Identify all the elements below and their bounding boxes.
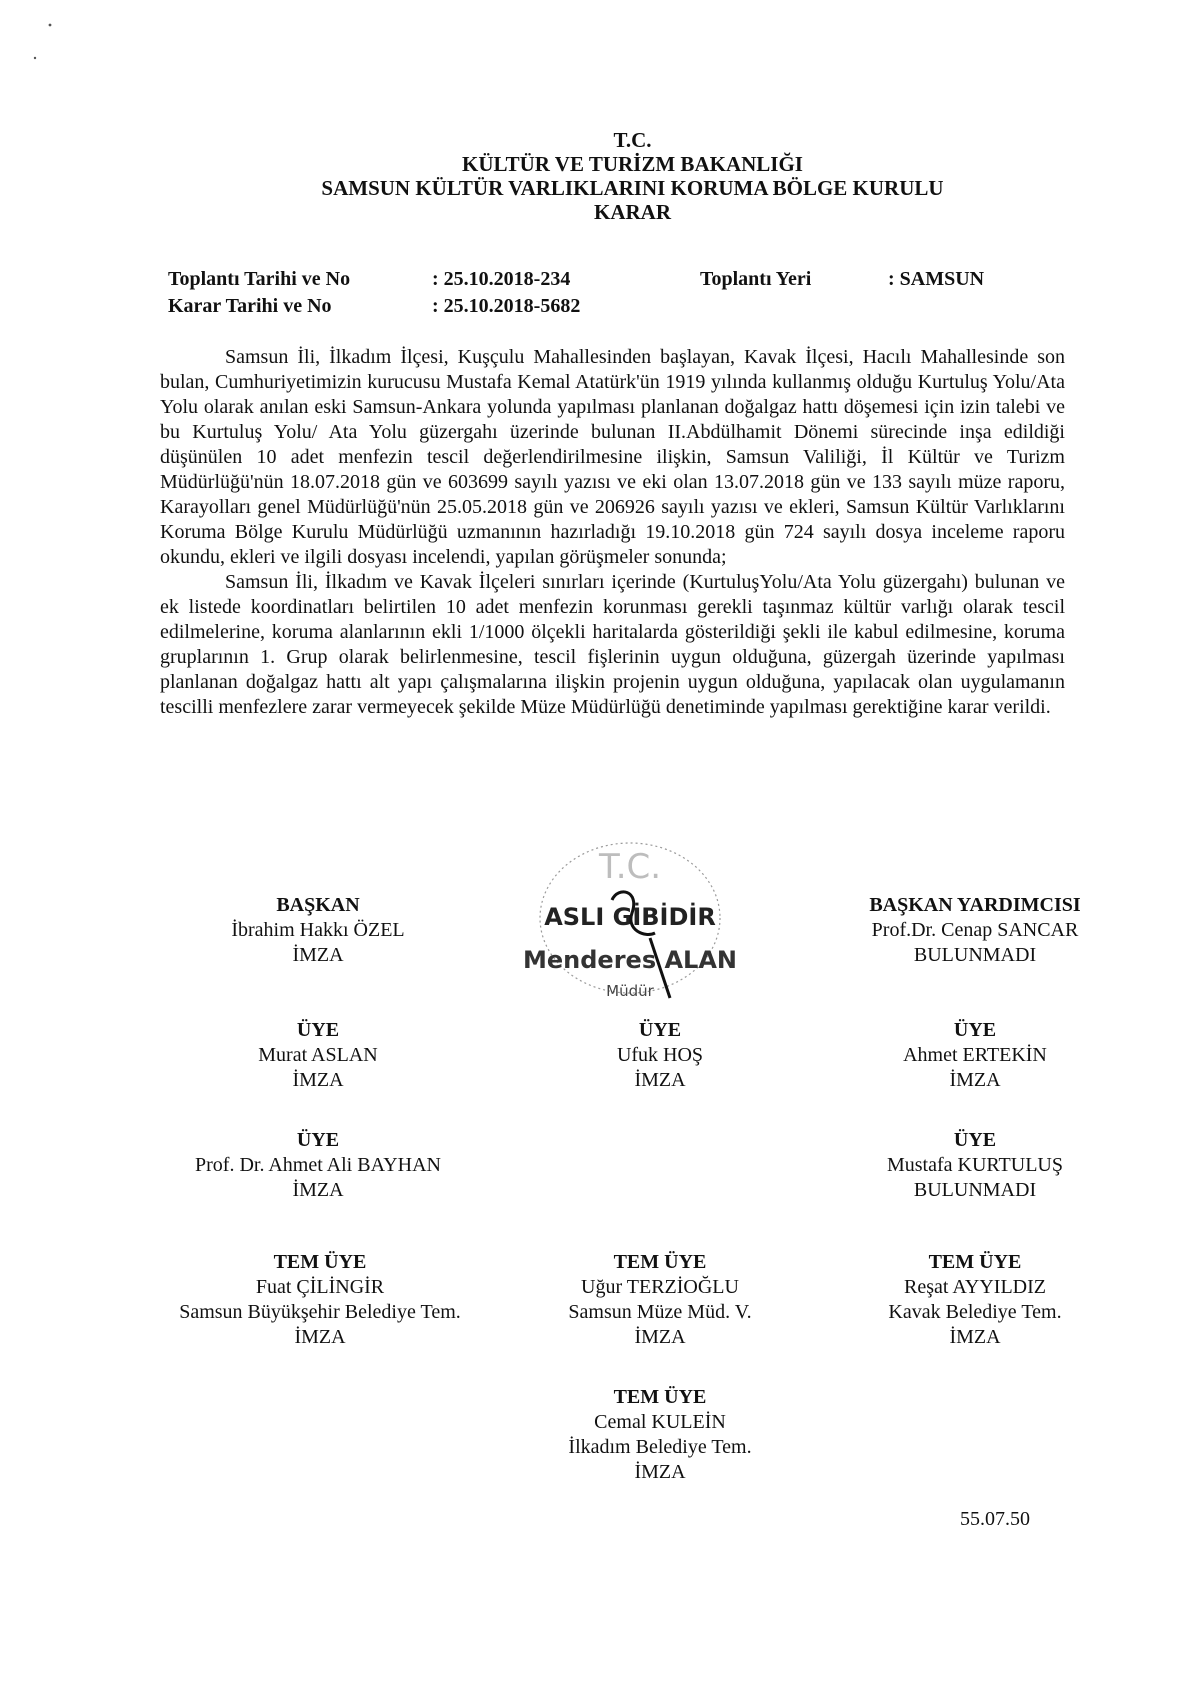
header-tc: T.C. [613,128,652,152]
official-stamp [520,838,740,1013]
signature-status: İMZA [292,1179,344,1201]
signature-role: TEM ÜYE [613,1251,707,1273]
signature-name: Prof.Dr. Cenap SANCAR [871,919,1079,941]
signature-status: İMZA [949,1326,1001,1348]
stamp-certified-text: ASLI GİBİDİR [544,903,716,931]
stamp-signer-name: Menderes ALAN [523,946,737,974]
signature-role: ÜYE [953,1129,997,1151]
signature-status: İMZA [949,1069,1001,1091]
signature-name: İbrahim Hakkı ÖZEL [231,919,405,941]
signature-tem-uye-1 [140,1250,500,1350]
signature-uye-4 [158,1128,478,1203]
meeting-place-label: Toplantı Yeri [700,268,812,290]
signature-role: ÜYE [296,1019,340,1041]
signature-uye-3 [830,1018,1120,1093]
scan-specks [0,0,60,70]
signature-tem-uye-4 [520,1385,800,1485]
signature-status: İMZA [292,944,344,966]
signature-uye-1 [168,1018,468,1093]
signature-tem-uye-3 [830,1250,1120,1350]
decision-body [160,345,1065,720]
document-header [0,128,1200,224]
signature-org: İlkadım Belediye Tem. [568,1436,752,1458]
signature-role: ÜYE [953,1019,997,1041]
header-ministry: KÜLTÜR VE TURİZM BAKANLIĞI [462,152,803,176]
meeting-date-value: : 25.10.2018-234 [432,268,571,290]
meeting-date-label: Toplantı Tarihi ve No [168,268,351,290]
signature-role: ÜYE [638,1019,682,1041]
signature-role: TEM ÜYE [928,1251,1022,1273]
signature-tem-uye-2 [520,1250,800,1350]
signature-org: Samsun Müze Müd. V. [568,1301,752,1323]
signature-uye-2 [530,1018,790,1093]
signature-uye-5 [830,1128,1120,1203]
signature-org: Kavak Belediye Tem. [888,1301,1062,1323]
signature-status: BULUNMADI [913,944,1037,966]
body-paragraph-1: Samsun İli, İlkadım İlçesi, Kuşçulu Mahallesinden başlayan, Kavak İlçesi, Hacılı Mahallesinde son bulan, Cumhuriyetimizin kurucusu Mustafa Kemal Atatürk'ün 1919 yılında kullanmış olduğu Kurtuluş Yolu/Ata Yolu olarak anılan eski Samsun-Ankara yolunda yapılması planlanan doğalgaz hattı döşemesi için izin talebi ve bu Kurtuluş Yolu/ Ata Yolu güzergahı üzerinde bulunan II.Abdülhamit Dönemi sürecinde inşa edildiği düşünülen 10 adet menfezin tescil değerlendirilmesine ilişkin, Samsun Valiliği, İl Kültür ve Turizm Müdürlüğü'nün 18.07.2018 gün ve 603699 sayılı yazısı ve eki olan 13.07.2018 gün ve 133 sayılı müze raporu, Karayolları genel Müdürlüğü'nün 25.05.2018 gün ve 206926 sayılı yazısı ve ekleri, Samsun Kültür Varlıklarını Koruma Bölge Kurulu Müdürlüğü uzmanının hazırladığı 19.10.2018 gün 724 sayılı dosya inceleme raporu okundu, ekleri ve ilgili dosyası incelendi, yapılan görüşmeler sonunda; [160,346,1065,568]
signature-status: İMZA [634,1069,686,1091]
signature-status: İMZA [294,1326,346,1348]
header-karar: KARAR [594,200,671,224]
signature-name: Ufuk HOŞ [616,1044,704,1066]
stamp-tc-text: T.C. [598,847,662,887]
signature-status: İMZA [634,1461,686,1483]
signature-name: Fuat ÇİLİNGİR [255,1276,385,1298]
signature-role: ÜYE [296,1129,340,1151]
signature-name: Prof. Dr. Ahmet Ali BAYHAN [195,1154,441,1176]
signature-role: TEM ÜYE [613,1386,707,1408]
meeting-place-value: : SAMSUN [888,268,985,290]
document-number: 55.07.50 [960,1508,1030,1530]
stamp-signer-title: Müdür [606,982,654,1000]
signature-name: Mustafa KURTULUŞ [886,1154,1063,1176]
signature-name: Uğur TERZİOĞLU [581,1276,739,1298]
decision-date-value: : 25.10.2018-5682 [432,295,581,317]
signature-status: BULUNMADI [913,1179,1037,1201]
signature-org: Samsun Büyükşehir Belediye Tem. [179,1301,461,1323]
signature-name: Murat ASLAN [258,1044,378,1066]
signature-name: Ahmet ERTEKİN [903,1044,1047,1066]
signature-role: BAŞKAN [276,894,360,916]
header-board: SAMSUN KÜLTÜR VARLIKLARINI KORUMA BÖLGE KURULU [321,176,944,200]
body-paragraph-2: Samsun İli, İlkadım ve Kavak İlçeleri sınırları içerinde (KurtuluşYolu/Ata Yolu güzergahı) bulunan ve ek listede koordinatları belirtilen 10 adet menfezin korunması gerekli taşınmaz kültür varlığı olarak tescil edilmelerine, koruma alanlarının ekli 1/1000 ölçekli haritalarda gösterildiği şekli ile kabul edilmesine, koruma gruplarının 1. Grup olarak belirlenmesine, tescil fişlerinin uygun olduğuna, güzergah üzerinde yapılması planlanan doğalgaz hattı alt yapı çalışmalarına ilişkin projenin uygun olduğuna, yapılacak olan uygulamanın tescilli menfezlere zarar vermeyecek şekilde Müze Müdürlüğü denetiminde yapılması gerektiğine karar verildi. [160,571,1065,718]
signature-status: İMZA [634,1326,686,1348]
signature-baskan [168,893,468,968]
signature-name: Reşat AYYILDIZ [903,1276,1047,1298]
signature-status: İMZA [292,1069,344,1091]
signature-role: TEM ÜYE [273,1251,367,1273]
signature-role: BAŞKAN YARDIMCISI [869,894,1081,916]
signature-baskan-yardimcisi [830,893,1120,968]
decision-date-label: Karar Tarihi ve No [168,295,332,317]
signature-name: Cemal KULEİN [594,1411,726,1433]
